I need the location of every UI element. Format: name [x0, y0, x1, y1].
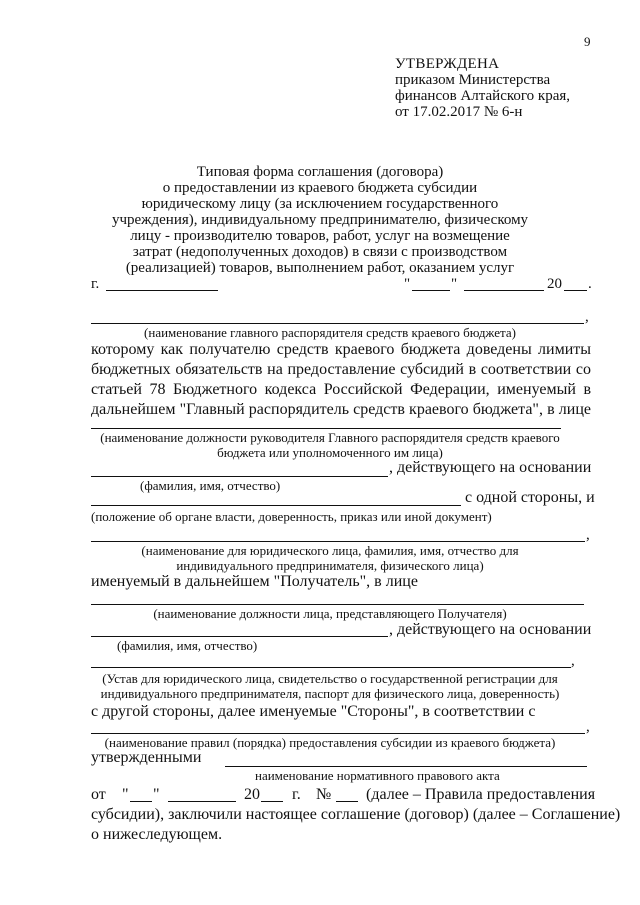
heading-line-7: (реализацией) товаров, выполнением работ, оказанием услуг: [125, 260, 515, 276]
from-number-blank[interactable]: [336, 801, 358, 802]
caption-act: наименование нормативного правового акта: [255, 768, 500, 783]
closing-line-2: о нижеследующем.: [91, 826, 223, 843]
day-blank[interactable]: [412, 290, 450, 291]
from-year: 20: [244, 786, 260, 803]
comma-4: ,: [586, 719, 590, 735]
para1-line-4: дальнейшем "Главный распорядитель средств краевого бюджета", в лице: [91, 401, 591, 418]
caption-fio-2: (фамилия, имя, отчество): [117, 638, 258, 653]
caption-document: (положение об органе власти, доверенность, приказ или иной документ): [91, 509, 492, 524]
from-month-blank[interactable]: [168, 801, 236, 802]
comma-1: ,: [585, 309, 589, 325]
comma-3: ,: [571, 653, 575, 669]
caption-head-position-1: (наименование должности руководителя Главного распорядителя средств краевого: [100, 430, 560, 445]
main-distributor-blank[interactable]: [91, 323, 584, 324]
date-period: .: [588, 276, 592, 292]
year-blank[interactable]: [564, 290, 587, 291]
heading-line-4: учреждения), индивидуальному предпринимателю, физическому: [111, 212, 529, 228]
rules-blank[interactable]: [91, 733, 585, 734]
city-blank[interactable]: [106, 290, 218, 291]
from-year-suffix: г.: [292, 786, 301, 803]
approval-line-2: финансов Алтайского края,: [395, 88, 570, 104]
approved-label: утвержденными: [91, 749, 202, 766]
from-number-sign: №: [316, 786, 332, 803]
heading-line-6: затрат (недополученных доходов) в связи с производством: [132, 244, 508, 260]
recipient-rep-blank[interactable]: [91, 604, 584, 605]
approval-line-3: от 17.02.2017 № 6-н: [395, 104, 523, 120]
heading-line-3: юридическому лицу (за исключением государственного: [141, 196, 499, 212]
caption-rules: (наименование правил (порядка) предоставления субсидии из краевого бюджета): [104, 735, 556, 750]
approval-title: УТВЕРЖДЕНА: [395, 56, 500, 72]
comma-2: ,: [586, 527, 590, 543]
charter-blank[interactable]: [91, 667, 571, 668]
act-blank[interactable]: [225, 766, 587, 767]
city-prefix: г.: [91, 276, 100, 292]
fio-blank-1[interactable]: [91, 476, 388, 477]
caption-main-distributor: (наименование главного распорядителя средств краевого бюджета): [144, 325, 516, 340]
approval-line-1: приказом Министерства: [395, 72, 551, 88]
named-recipient: именуемый в дальнейшем "Получатель", в лице: [91, 573, 418, 590]
document-blank[interactable]: [91, 505, 461, 506]
acting-basis-1: , действующего на основании: [389, 459, 592, 476]
recipient-blank[interactable]: [91, 541, 585, 542]
caption-recipient-rep: (наименование должности лица, представляющего Получателя): [153, 606, 507, 621]
from-quote-close: ": [153, 786, 160, 803]
caption-recipient-1: (наименование для юридического лица, фамилия, имя, отчество для: [141, 543, 519, 558]
from-year-blank[interactable]: [261, 801, 283, 802]
one-side: с одной стороны, и: [465, 489, 595, 506]
page-number: 9: [584, 34, 591, 49]
acting-basis-2: , действующего на основании: [389, 621, 592, 638]
caption-fio-1: (фамилия, имя, отчество): [140, 478, 281, 493]
caption-charter-1: (Устав для юридического лица, свидетельство о государственной регистрации для: [102, 671, 558, 686]
fio-blank-2[interactable]: [91, 636, 388, 637]
para1-line-3: статьей 78 Бюджетного кодекса Российской Федерации, именуемый в: [91, 381, 591, 398]
year-prefix: 20: [547, 276, 562, 292]
heading-line-2: о предоставлении из краевого бюджета субсидии: [162, 180, 478, 196]
other-side: с другой стороны, далее именуемые "Стороны", в соответствии с: [91, 703, 536, 720]
from-tail: (далее – Правила предоставления: [366, 786, 596, 803]
date-quote-open: ": [404, 276, 411, 292]
month-blank[interactable]: [464, 290, 544, 291]
from-day-blank[interactable]: [130, 801, 152, 802]
head-position-blank[interactable]: [91, 428, 561, 429]
caption-head-position-2: бюджета или уполномоченного им лица): [217, 445, 443, 460]
from-quote-open: ": [122, 786, 129, 803]
closing-line-1: субсидии), заключили настоящее соглашение (договор) (далее – Соглашение): [91, 806, 621, 823]
from-label: от: [91, 786, 106, 803]
para1-line-1: которому как получателю средств краевого бюджета доведены лимиты: [91, 341, 591, 358]
date-quote-close: ": [451, 276, 458, 292]
para1-line-2: бюджетных обязательств на предоставление субсидий в соответствии со: [91, 361, 591, 378]
caption-recipient-2: индивидуального предпринимателя, физического лица): [176, 558, 484, 573]
heading-line-5: лицу - производителю товаров, работ, услуг на возмещение: [130, 228, 510, 244]
caption-charter-2: индивидуального предпринимателя, паспорт для физического лица, доверенность): [100, 686, 560, 701]
heading-line-1: Типовая форма соглашения (договора): [196, 164, 444, 180]
